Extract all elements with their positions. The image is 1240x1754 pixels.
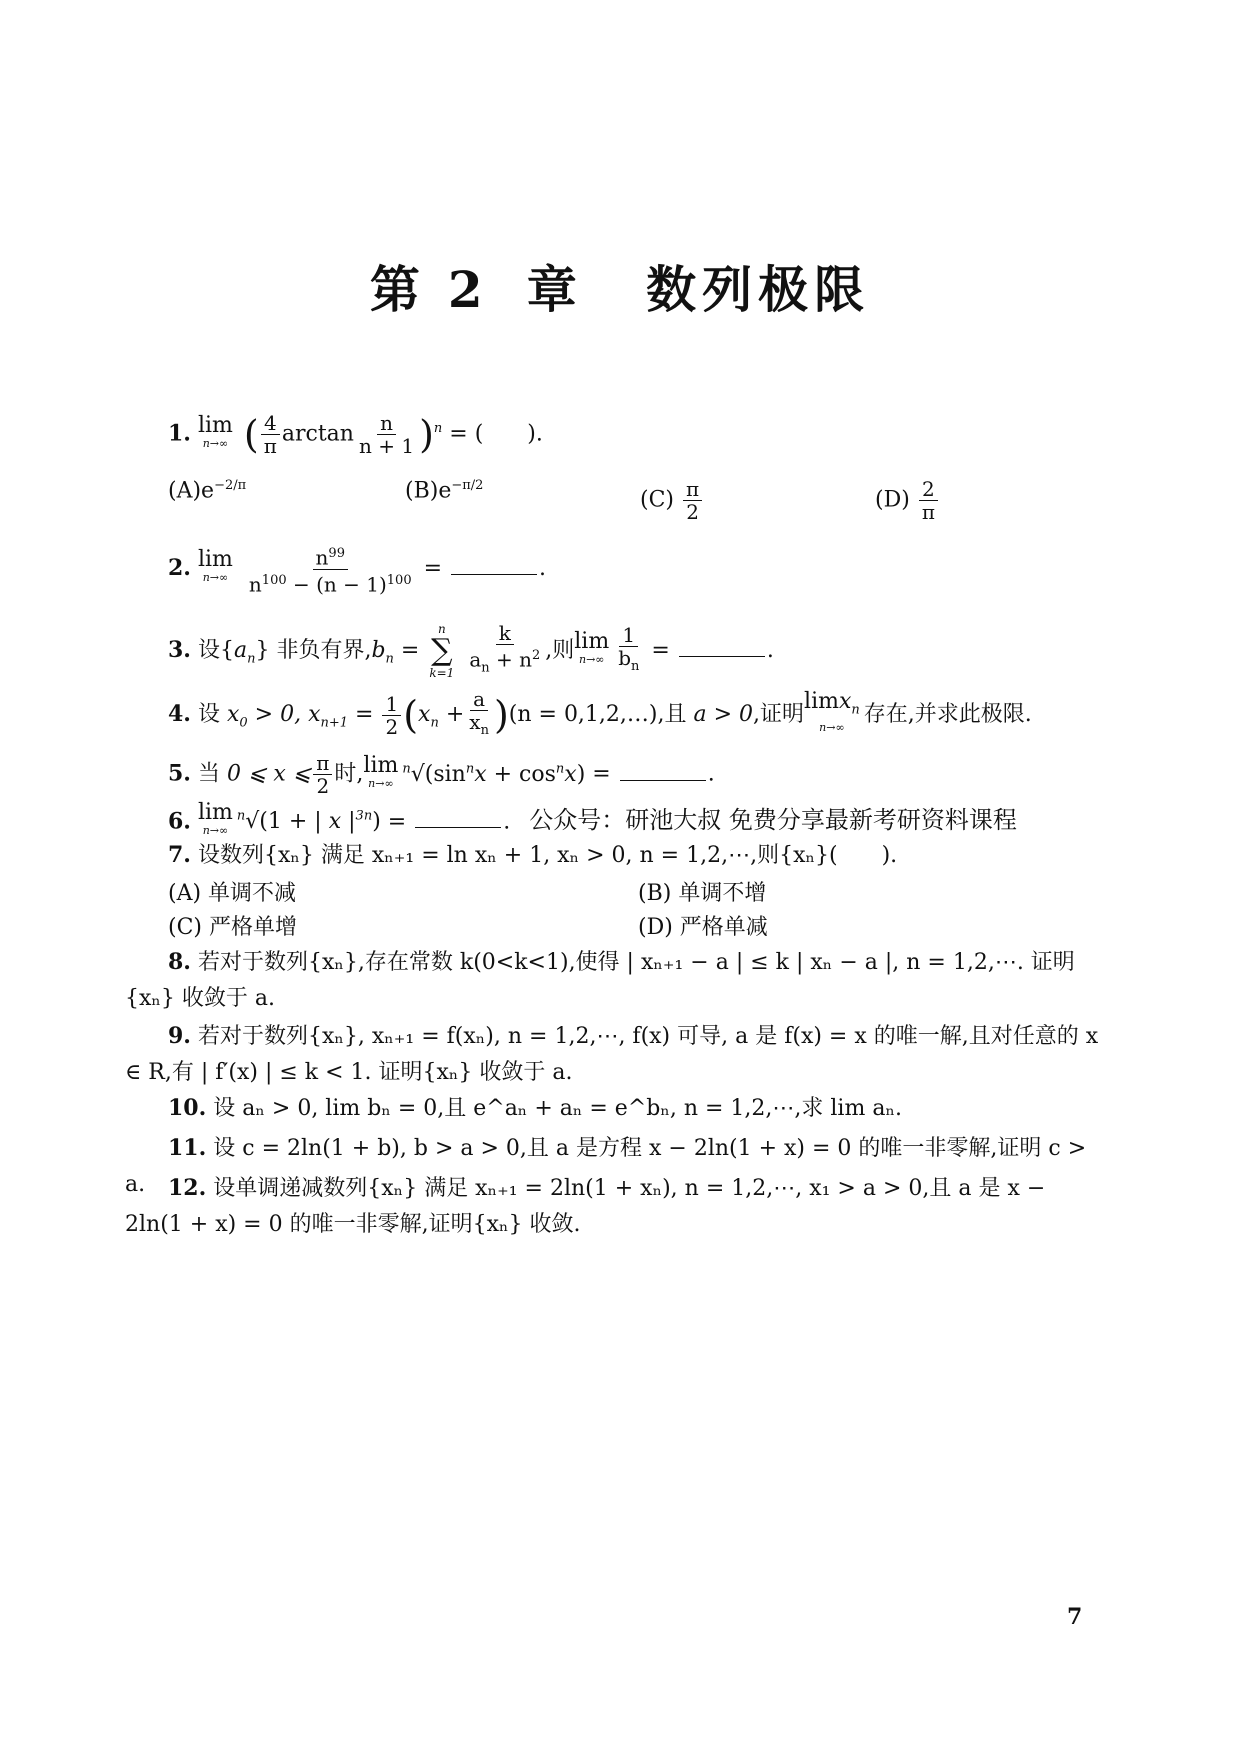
answer-blank[interactable] [451, 573, 537, 575]
option-c: (C) 严格单增 [168, 915, 297, 940]
question-11: 11. 设 c = 2ln(1 + b), b > a > 0,且 a 是方程 x − 2ln(1 + x) = 0 的唯一非零解,证明 c > a. [125, 1135, 1087, 1197]
limit-symbol: lim n→∞ [197, 412, 233, 450]
question-1: 1. lim n→∞ ( $\frac{4}{\pi}$ arctan $\frac{n}{n + 1}$ )$^n$ = ( ). [168, 411, 543, 458]
answer-blank[interactable] [620, 779, 706, 781]
question-3: 3. 设$\{a_n\}$ 非负有界$,b_n$ = n ∑ k=1 $\frac{k}{a_n + n^2}$ ,则 lim n→∞ $\frac{1}{b_n}$ = . [168, 621, 774, 680]
question-4: 4. 设 $x_0 > 0$, $x_{n+1}$ = $\frac{1}{2}$ ($x_n$ + $\frac{a}{x_n}$ )(n = 0,1,2,…),且 a > 0,证明 limx$_n$ n→∞ 存在,并求此极限. [168, 687, 1032, 739]
page-number: 7 [1067, 1604, 1083, 1630]
answer-blank[interactable] [415, 826, 501, 828]
option-c: (C) $\frac{\pi}{2}$ [640, 478, 704, 523]
chapter-number: 2 [447, 260, 489, 319]
chapter-title [0, 250, 1240, 322]
chapter-suffix: 章 [526, 260, 583, 319]
promo-text: 公众号：研池大叔 免费分享最新考研资料课程 [529, 806, 1017, 835]
answer-blank[interactable] [679, 655, 765, 657]
question-8: 8. 若对于数列{xₙ},存在常数 k(0<k<1),使得 | xₙ₊₁ − a | ≤ k | xₙ − a |, n = 1,2,⋯. 证明{xₙ} 收敛于 a. [125, 949, 1075, 1011]
question-2: 2. lim n→∞ $\frac{n^{99}}{n^{100} - (n - 1)^{100}}$ = . [168, 543, 546, 595]
chapter-name: 数列极限 [646, 260, 871, 319]
option-b: $(B)e^{-\pi/2}$ [405, 478, 484, 504]
question-10: 10. 设 aₙ > 0, lim bₙ = 0,且 e^aₙ + aₙ = e^bₙ, n = 1,2,⋯,求 lim aₙ. [168, 1095, 902, 1121]
option-a: $(A)e^{-2/\pi}$ [168, 478, 247, 504]
option-a: (A) 单调不减 [168, 881, 297, 906]
question-7: 7. 设数列{xₙ} 满足 xₙ₊₁ = ln xₙ + 1, xₙ > 0, n = 1,2,⋯,则{xₙ}( ). [168, 842, 898, 868]
option-b: (B) 单调不增 [638, 881, 767, 906]
option-d: (D) $\frac{2}{\pi}$ [875, 478, 940, 523]
chapter-prefix: 第 [369, 260, 426, 319]
question-9: 9. 若对于数列{xₙ}, xₙ₊₁ = f(xₙ), n = 1,2,⋯, f(x) 可导, a 是 f(x) = x 的唯一解,且对任意的 x ∈ R,有 | f′(x) | ≤ k < 1. 证明{xₙ} 收敛于 a. [125, 1023, 1099, 1085]
question-5: 5. 当 0 ⩽ x ⩽ $\frac{\pi}{2}$ 时, lim n→∞ $^n√(\sin^nx + \cos^nx)$ = . [168, 751, 715, 798]
option-d: (D) 严格单减 [638, 915, 768, 940]
question-number: 1. [168, 420, 191, 447]
question-tail: = ( ). [449, 421, 543, 447]
question-12: 12. 设单调递减数列{xₙ} 满足 xₙ₊₁ = 2ln(1 + xₙ), n = 1,2,⋯, x₁ > a > 0,且 a 是 x − 2ln(1 + x) = 0 的唯一非零解,证明{xₙ} 收敛. [125, 1175, 1046, 1237]
question-6: 6. lim n→∞ $^n$√(1 + | x $|^{3n}$) = . 公众号：研池大叔 免费分享最新考研资料课程 [168, 800, 1017, 838]
